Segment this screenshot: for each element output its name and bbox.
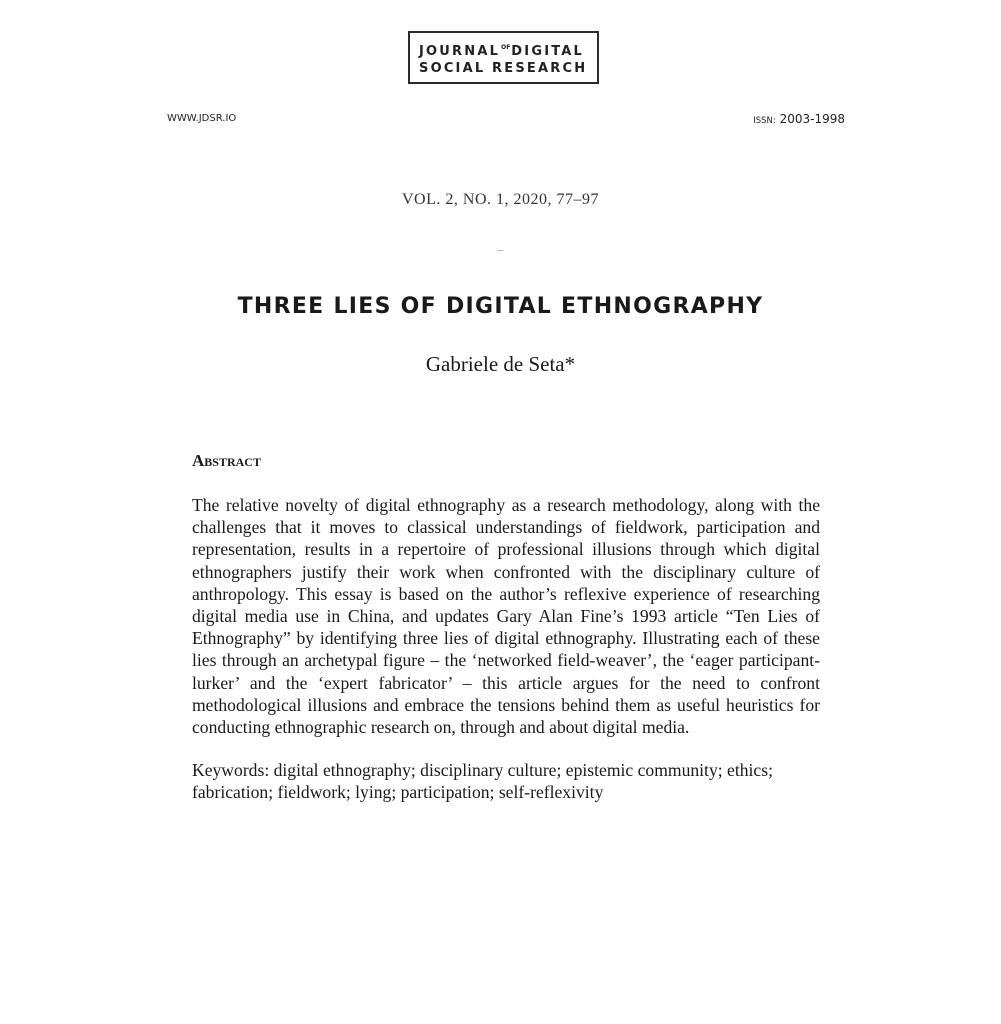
abstract-heading: Abstract	[192, 451, 261, 470]
citation-line: VOL. 2, NO. 1, 2020, 77–97	[402, 191, 599, 208]
author-name: Gabriele de Seta*	[425, 352, 576, 376]
website-url[interactable]: WWW.JDSR.IO	[167, 113, 237, 124]
logo-line-2: SOCIAL RESEARCH	[419, 60, 588, 76]
article-title: THREE LIES OF DIGITAL ETHNOGRAPHY	[237, 294, 764, 319]
logo-word-journal: JOURNAL	[419, 43, 501, 59]
abstract-text: The relative novelty of digital ethnography as a research methodology, along with the challenges that it moves to classical understandings of fieldwork, participation and representation, results in a repertoire of professional illusions through which digital ethnographers justify their work when confronted with the disciplinary culture of anthropology. This essay is based on the author’s reflexive experience of researching digital media use in China, and updates Gary Alan Fine’s 1993 article “Ten Lies of Ethnography” by identifying three lies of digital ethnography. Illustrating each of these lies through an archetypal figure – the ‘networked field-weaver’, the ‘eager participant-lurker’ and the ‘expert fabricator’ – this article argues for the need to confront methodological illusions and embrace the tensions behind them as useful heuristics for conducting ethnographic research on, through and about digital media.	[192, 495, 820, 738]
issn-value: 2003-1998	[779, 112, 845, 126]
issn	[753, 112, 845, 126]
logo-word-digital: DIGITAL	[511, 43, 585, 59]
keywords: Keywords: digital ethnography; disciplinary culture; epistemic community; ethics; fabrication; fieldwork; lying; participation; self-reflexivity	[192, 760, 773, 803]
logo-line-1	[419, 39, 597, 60]
issn-label: ISSN:	[753, 116, 776, 126]
journal-logo	[408, 31, 599, 84]
separator: –	[497, 242, 504, 256]
logo-of: OF	[501, 43, 511, 51]
